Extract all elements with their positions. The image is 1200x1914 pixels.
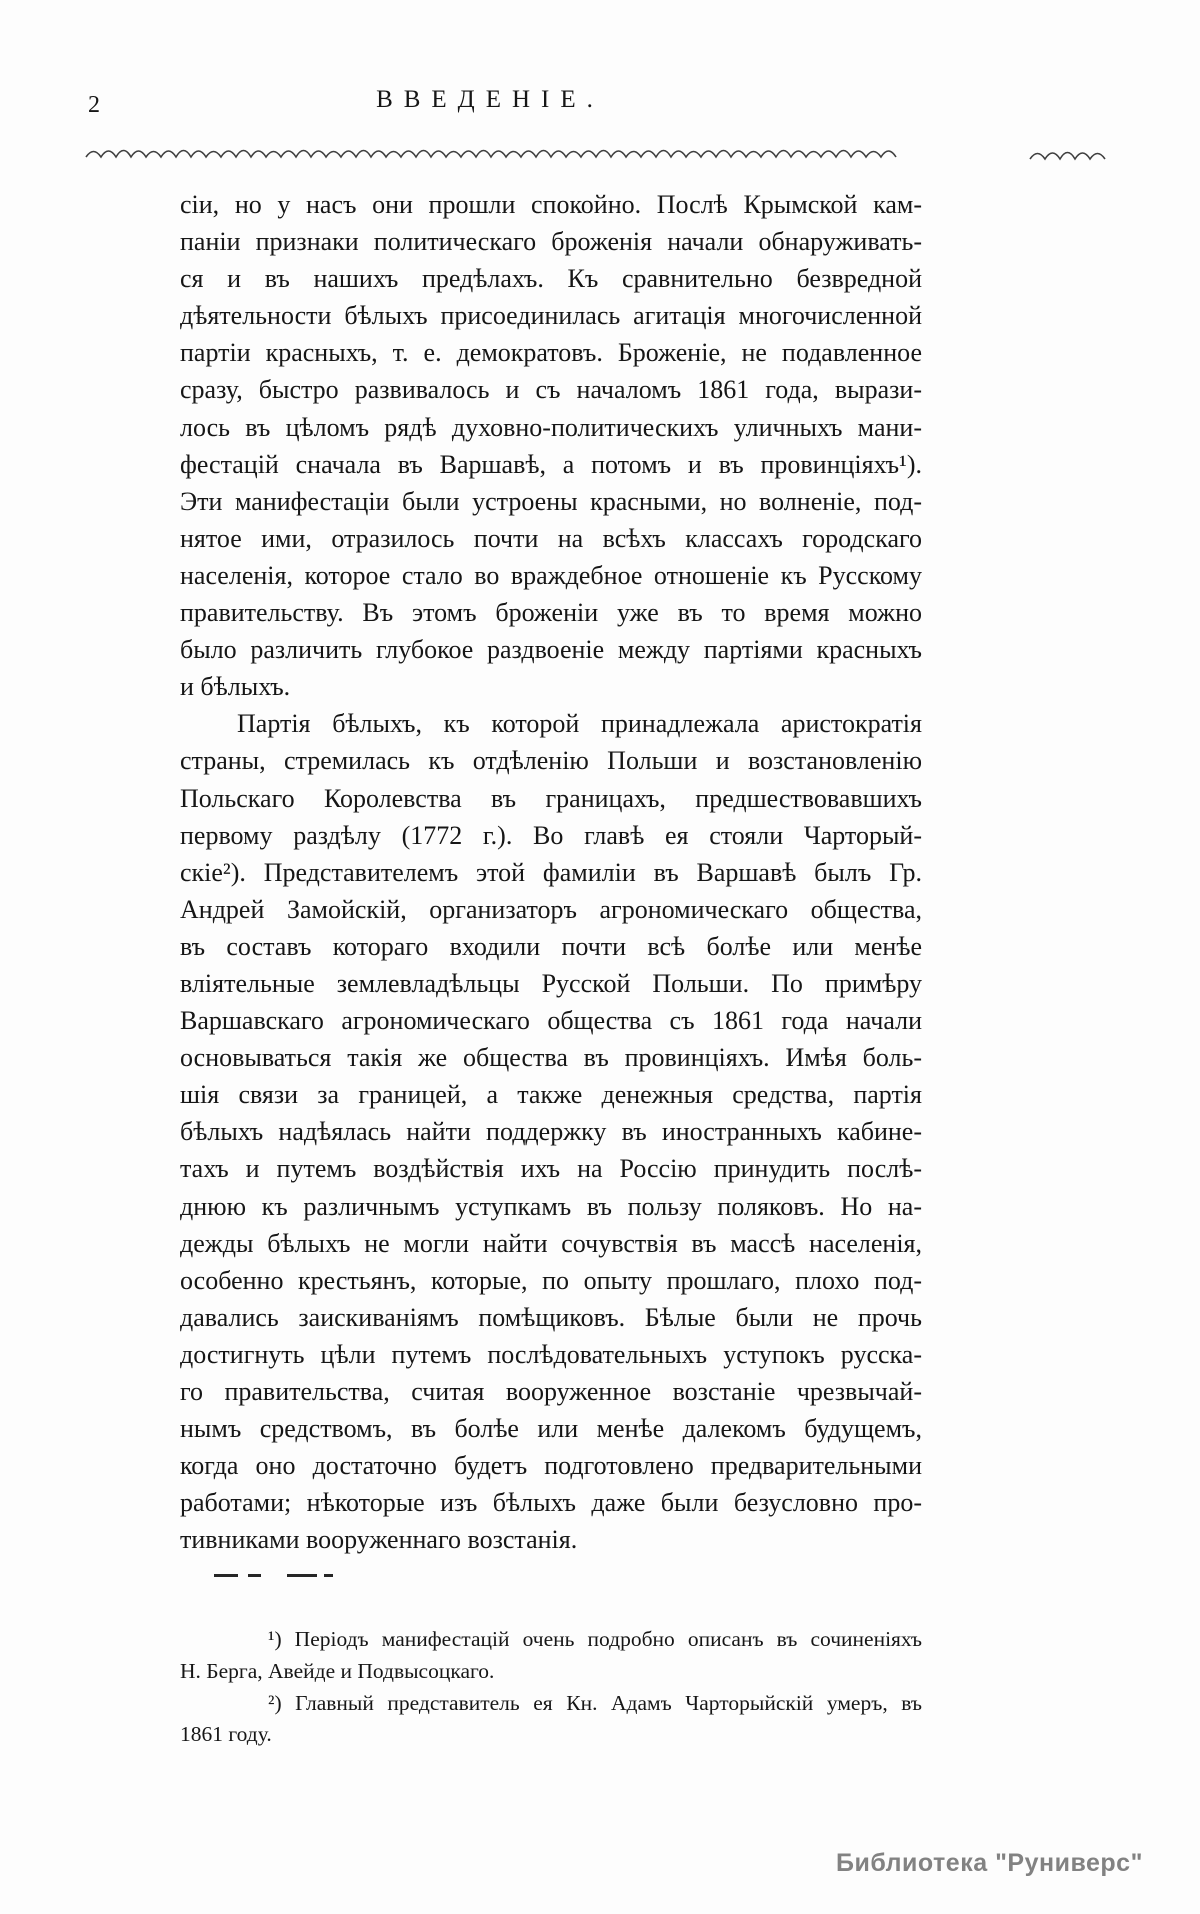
text-line: шія связи за границей, а также денежныя средства, партія	[180, 1080, 922, 1110]
footnote-line: Н. Берга, Авейде и Подвысоцкаго.	[180, 1658, 495, 1683]
divider-dash	[248, 1574, 261, 1577]
text-line: Эти манифестаціи были устроены красными, но волненіе, под-	[180, 486, 922, 516]
text-line: скіе²). Представителемъ этой фамиліи въ Варшавѣ былъ Гр.	[180, 857, 922, 887]
text-line: го правительства, считая вооруженное возстаніе чрезвычай-	[180, 1377, 922, 1406]
decorative-wavy-rule	[84, 145, 898, 163]
footnote-divider	[214, 1572, 354, 1578]
text-line: ся и въ нашихъ предѣлахъ. Къ сравнительно безвредной	[180, 264, 922, 294]
wavy-rule-path	[86, 151, 896, 158]
text-line: дежды бѣлыхъ не могли найти сочувствія въ массѣ населенія,	[180, 1228, 922, 1258]
text-line: правительству. Въ этомъ броженіи уже въ то время можно	[180, 598, 922, 628]
decorative-wavy-rule-fragment	[1028, 147, 1108, 165]
text-line: страны, стремилась къ отдѣленію Польши и возстановленію	[180, 746, 922, 776]
text-line: и бѣлыхъ.	[180, 672, 291, 702]
divider-dash	[287, 1574, 317, 1577]
text-line: дѣятельности бѣлыхъ присоединилась агитація многочисленной	[180, 301, 922, 331]
footnote-line: 1861 году.	[180, 1722, 272, 1747]
text-line: въ составъ котораго входили почти всѣ болѣе или менѣе	[180, 931, 922, 961]
text-line: партіи красныхъ, т. е. демократовъ. Броженіе, не подавленное	[180, 338, 922, 368]
footnote-line: ²) Главный представитель ея Кн. Адамъ Чарторыйскій умеръ, въ	[268, 1690, 922, 1715]
text-line: Андрей Замойскій, организаторъ агрономическаго общества,	[180, 894, 922, 924]
text-line: вліятельные землевладѣльцы Русской Польши. По примѣру	[180, 968, 922, 998]
page-title: ВВЕДЕНІЕ.	[376, 86, 604, 113]
divider-dash	[324, 1574, 333, 1577]
library-watermark: Библиотека "Руниверс"	[836, 1849, 1143, 1877]
page-number: 2	[88, 92, 100, 118]
text-line: населенія, которое стало во враждебное отношеніе къ Русскому	[180, 560, 922, 590]
divider-dash	[214, 1574, 238, 1577]
text-line: фестацій сначала въ Варшавѣ, а потомъ и въ провинціяхъ¹).	[180, 449, 922, 479]
footnotes-block	[180, 1624, 922, 1751]
text-line: когда оно достаточно будетъ подготовлено предварительными	[180, 1451, 922, 1481]
text-line: нымъ средствомъ, въ болѣе или менѣе далекомъ будущемъ,	[180, 1414, 922, 1444]
text-line: тахъ и путемъ воздѣйствія ихъ на Россію принудить послѣ-	[180, 1154, 922, 1184]
text-line: достигнуть цѣли путемъ послѣдовательныхъ уступокъ русска-	[180, 1339, 922, 1369]
text-line: работами; нѣкоторые изъ бѣлыхъ даже были безусловно про-	[180, 1488, 922, 1518]
text-line: Польскаго Королевства въ границахъ, предшествовавшихъ	[180, 783, 922, 813]
footnote-line: ¹) Періодъ манифестацій очень подробно описанъ въ сочиненіяхъ	[268, 1627, 922, 1651]
text-line: основываться такія же общества въ провинціяхъ. Имѣя боль-	[180, 1043, 922, 1073]
text-line: нятое ими, отразилось почти на всѣхъ классахъ городскаго	[180, 523, 922, 553]
text-line: днюю къ различнымъ уступкамъ въ пользу поляковъ. Но на-	[180, 1191, 922, 1221]
text-line: лось въ цѣломъ рядѣ духовно-политическихъ уличныхъ мани-	[180, 412, 922, 442]
text-line: Варшавскаго агрономическаго общества съ 1861 года начали	[180, 1006, 922, 1036]
text-line: сразу, быстро развивалось и съ началомъ 1861 года, вырази-	[180, 375, 922, 405]
wavy-rule-fragment-path	[1030, 153, 1105, 160]
text-line: тивниками вооруженнаго возстанія.	[180, 1525, 578, 1555]
text-line: давались заискиваніямъ помѣщиковъ. Бѣлые были не прочь	[180, 1302, 922, 1332]
text-line: сіи, но у насъ они прошли спокойно. Послѣ Крымской кам-	[180, 190, 922, 219]
main-text-column	[180, 186, 922, 1558]
text-line: Партія бѣлыхъ, къ которой принадлежала аристократія	[237, 709, 922, 739]
text-line: особенно крестьянъ, которые, по опыту прошлаго, плохо под-	[180, 1265, 922, 1295]
text-line: первому раздѣлу (1772 г.). Во главѣ ея стояли Чарторый-	[180, 820, 922, 850]
text-line: бѣлыхъ надѣялась найти поддержку въ иностранныхъ кабине-	[180, 1117, 922, 1147]
text-line: паніи признаки политическаго броженія начали обнаруживать-	[180, 227, 922, 257]
text-line: было различить глубокое раздвоеніе между партіями красныхъ	[180, 635, 922, 665]
